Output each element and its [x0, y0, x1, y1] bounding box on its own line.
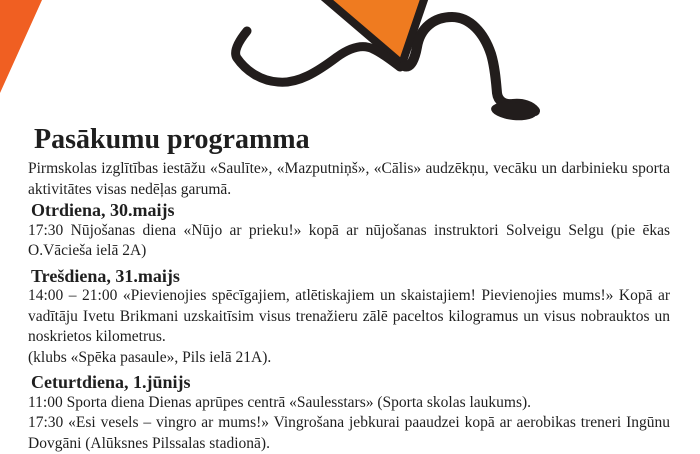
section-thursday	[28, 372, 670, 454]
event-entry: 17:30 Nūjošanas diena «Nūjo ar prieku!» kopā ar nūjošanas instruktori Solveigu Selgu (pie ēkas O.Vācieša ielā 2A)	[28, 221, 670, 259]
event-entry: 11:00 Sporta diena Dienas aprūpes centrā «Saulesstars» (Sporta skolas laukums).	[28, 393, 532, 411]
runner-illustration	[0, 0, 700, 130]
runner-right-leg	[404, 17, 535, 111]
page-title: Pasākumu programma	[34, 124, 310, 155]
day-heading-wednesday: Trešdiena, 31.maijs	[31, 265, 180, 286]
program-document	[0, 123, 700, 454]
intro-paragraph: Pirmskolas izglītības iestāžu «Saulīte», «Mazputniņš», «Cālis» audzēkņu, vecāku un darbinieku sporta aktivitātes visas nedēļas garumā.	[28, 160, 670, 198]
day-heading-tuesday: Otrdiena, 30.maijs	[31, 200, 175, 220]
section-tuesday	[28, 200, 670, 262]
day-heading-thursday: Ceturtdiena, 1.jūnijs	[31, 372, 191, 392]
event-entry: 17:30 «Esi vesels – vingro ar mums!» Vingrošana jebkurai paaudzei kopā ar aerobikas treneri Ingūnu Dovgāni (Alūksnes Pilssalas stadionā).	[28, 414, 670, 452]
event-entry-location: (klubs «Spēka pasaule», Pils ielā 21A).	[28, 348, 272, 366]
section-wednesday	[28, 266, 670, 369]
event-entry: 14:00 – 21:00 «Pievienojies spēcīgajiem, atlētiskajiem un skaistajiem! Pievienojies mums!» Kopā ar vadītāju Ivetu Brikmani uzskaitīsim visus trenažieru zālē paceltos kilogramus un visus nobrauktos un noskrietos kilometrus.	[28, 287, 670, 345]
corner-wedge-shape	[0, 0, 42, 93]
